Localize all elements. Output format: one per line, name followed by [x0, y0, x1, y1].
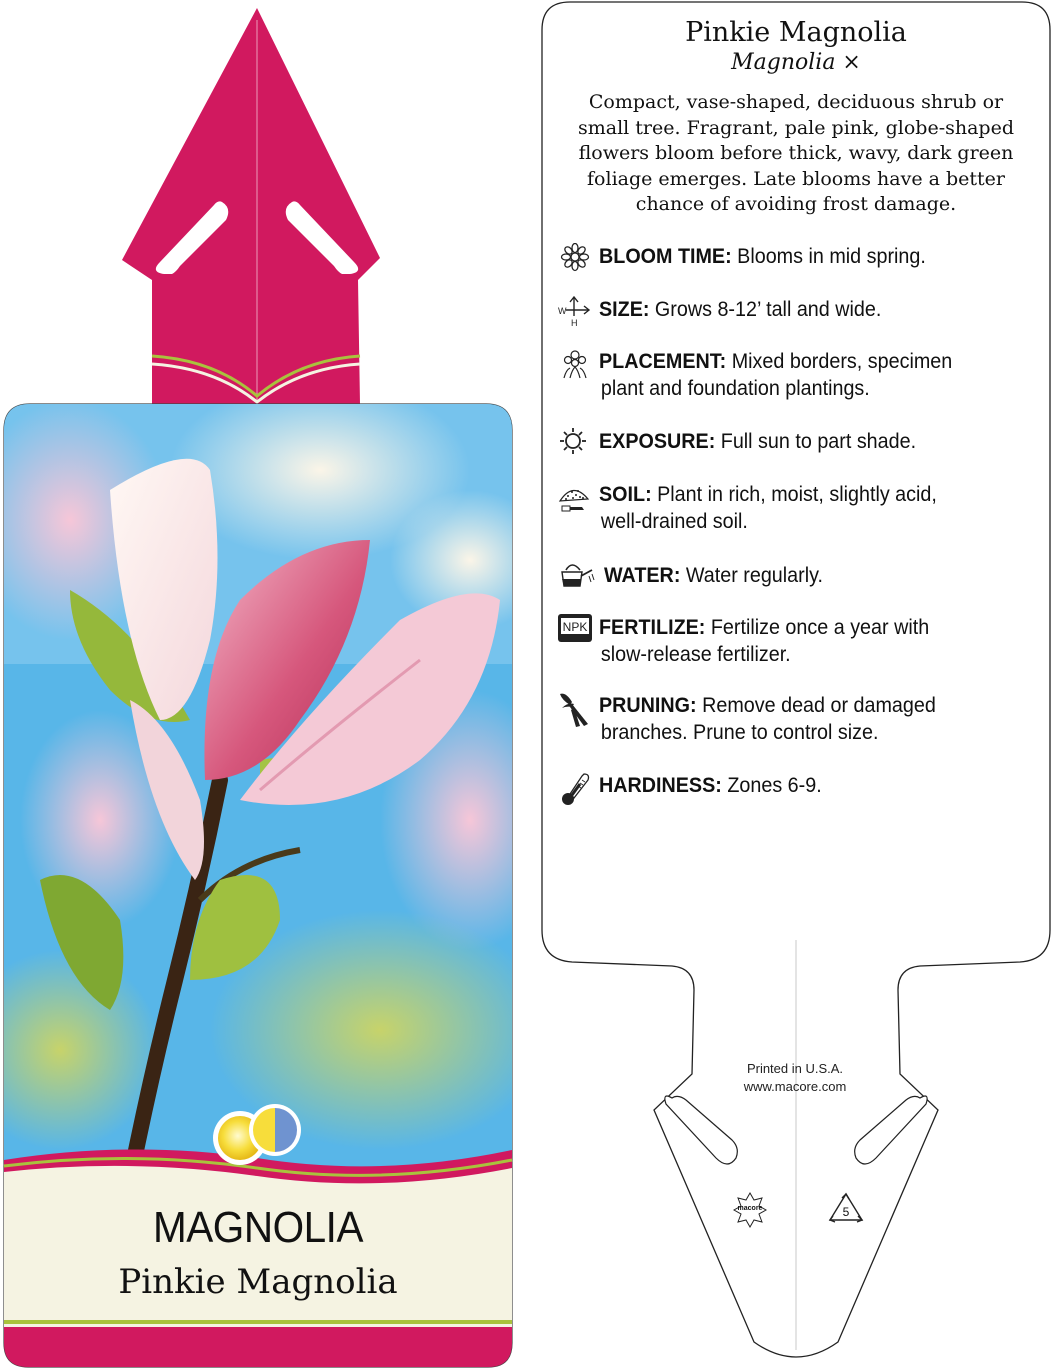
size-arrows-icon: [558, 296, 596, 336]
size-label: SIZE:: [599, 298, 650, 321]
front-common-name: Pinkie Magnolia: [118, 1262, 398, 1302]
size-value: Grows 8-12’ tall and wide.: [649, 298, 882, 321]
thermometer-icon: [558, 772, 596, 812]
placement-value-line2: plant and foundation plantings.: [600, 377, 870, 400]
tag-arrow-handle: [122, 8, 380, 404]
macore-website: www.macore.com: [743, 1079, 847, 1094]
bloom-time-label: BLOOM TIME:: [599, 245, 732, 268]
pruning-value: Remove dead or damaged: [696, 694, 936, 717]
water-value: Water regularly.: [680, 564, 824, 587]
fertilize-value-line2: slow-release fertilizer.: [600, 643, 791, 666]
macore-logo-text: macore: [737, 1205, 763, 1212]
placement-value: Mixed borders, specimen: [726, 350, 953, 373]
soil-icon: [558, 481, 596, 521]
size-w-text: W: [558, 306, 567, 316]
pruning-label: PRUNING:: [599, 694, 697, 717]
fertilize-value: Fertilize once a year with: [705, 616, 930, 639]
watering-can-icon: [558, 562, 596, 602]
back-description: Compact, vase-shaped, deciduous shrub or small tree. Fragrant, pale pink, globe-shaped flowers bloom before thick, wavy, dark green foliage emerges. Late blooms have a better chance of avoiding frost damage.: [578, 91, 1014, 215]
printed-in-usa: Printed in U.S.A.: [746, 1061, 844, 1076]
magnolia-photo: [0, 380, 560, 1184]
bloom-time-value: Blooms in mid spring.: [731, 245, 926, 268]
hardiness-label: HARDINESS:: [599, 774, 722, 797]
size-h-text: H: [571, 318, 578, 328]
recycle-number: 5: [842, 1205, 850, 1219]
sun-icon: [558, 428, 596, 468]
exposure-label: EXPOSURE:: [599, 430, 716, 453]
npk-icon: [558, 614, 596, 654]
placement-label: PLACEMENT:: [599, 350, 727, 373]
back-title: Pinkie Magnolia: [685, 17, 907, 48]
hardiness-value: Zones 6-9.: [721, 774, 822, 797]
soil-value: Plant in rich, moist, slightly acid,: [651, 483, 937, 506]
exposure-value: Full sun to part shade.: [715, 430, 917, 453]
pruners-icon: [558, 692, 596, 732]
soil-value-line2: well-drained soil.: [600, 510, 748, 533]
front-genus-title: MAGNOLIA: [152, 1203, 364, 1252]
npk-text: NPK: [562, 620, 588, 634]
flower-icon: [558, 243, 596, 283]
water-label: WATER:: [604, 564, 681, 587]
back-scientific-name: Magnolia ×: [731, 50, 861, 75]
soil-label: SOIL:: [599, 483, 652, 506]
pruning-value-line2: branches. Prune to control size.: [600, 721, 879, 744]
fertilize-label: FERTILIZE:: [599, 616, 706, 639]
placement-icon: [558, 348, 596, 388]
exposure-part-shade-icon: [249, 1104, 301, 1156]
